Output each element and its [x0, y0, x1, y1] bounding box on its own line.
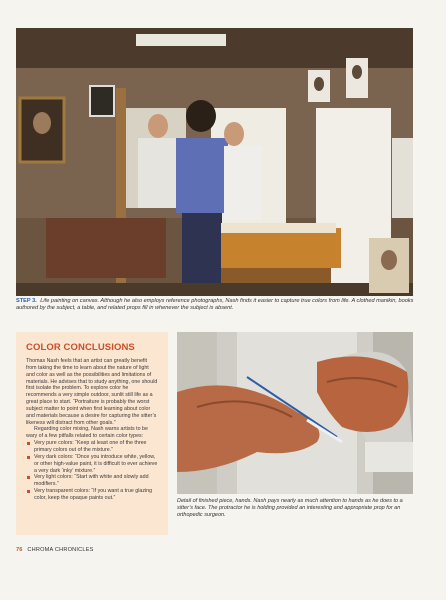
top-photo-caption [16, 298, 416, 313]
hands-detail-photo [177, 332, 413, 494]
sidebar-title: COLOR CONCLUSIONS [26, 342, 135, 353]
color-tips-list [26, 440, 159, 502]
square-bullet-icon [27, 456, 30, 459]
list-item: Very transparent colors: “If you want a true glazing color, keep the opaque paints out.” [26, 488, 159, 502]
hands-photo-caption: Detail of finished piece, hands. Nash pays nearly as much attention to hands as he does to a sitter’s face. The protractor he is holding provided an interesting and appropriate prop for an orthopedic surgeon. [177, 498, 403, 519]
page-footer [16, 547, 94, 553]
step-label: STEP 3. [16, 298, 37, 304]
studio-photo [16, 28, 413, 296]
hands-painting-illustration [177, 332, 413, 494]
top-caption-text: Life painting on canvas. Although he also employs reference photographs, Nash finds it easier to capture true colors from life. A clothed manikin, books authored by the subject, a table, and related props fill in whenever the subject is absent. [16, 298, 414, 312]
sidebar-paragraph-2: Regarding color mixing, Nash warns artists to be wary of a few pitfalls related to certain color types: [26, 426, 148, 440]
list-item: Very dark colors: “Once you introduce white, yellow, or other high-value paint, it is difficult to ever achieve a very dark ‘inky’ mixture.” [26, 454, 159, 475]
square-bullet-icon [27, 476, 30, 479]
page-number: 76 [16, 547, 23, 553]
color-conclusions-sidebar [16, 332, 168, 535]
square-bullet-icon [27, 442, 30, 445]
list-item: Very light colors: “Start with white and slowly add modifiers.” [26, 474, 159, 488]
list-item: Very pure colors: “Keep at least one of the three primary colors out of the mixture.” [26, 440, 159, 454]
sidebar-paragraph-1: Thomas Nash feels that an artist can greatly benefit from taking the time to learn about the nature of light and color as well as the possibilities and limitations of materials. He advises that to study anything, one should first isolate the problem. To explore color he recommends a very simple outdoor, sunlit still life as a great place to start. “Portraiture is probably the worst subject matter to point when first learning about color and materials because a desire for capturing the sitter’s likeness will distract from other goals.” [26, 358, 158, 426]
square-bullet-icon [27, 490, 30, 493]
running-title: CHROMA CHRONICLES [27, 547, 94, 553]
studio-photo-illustration [16, 28, 413, 296]
